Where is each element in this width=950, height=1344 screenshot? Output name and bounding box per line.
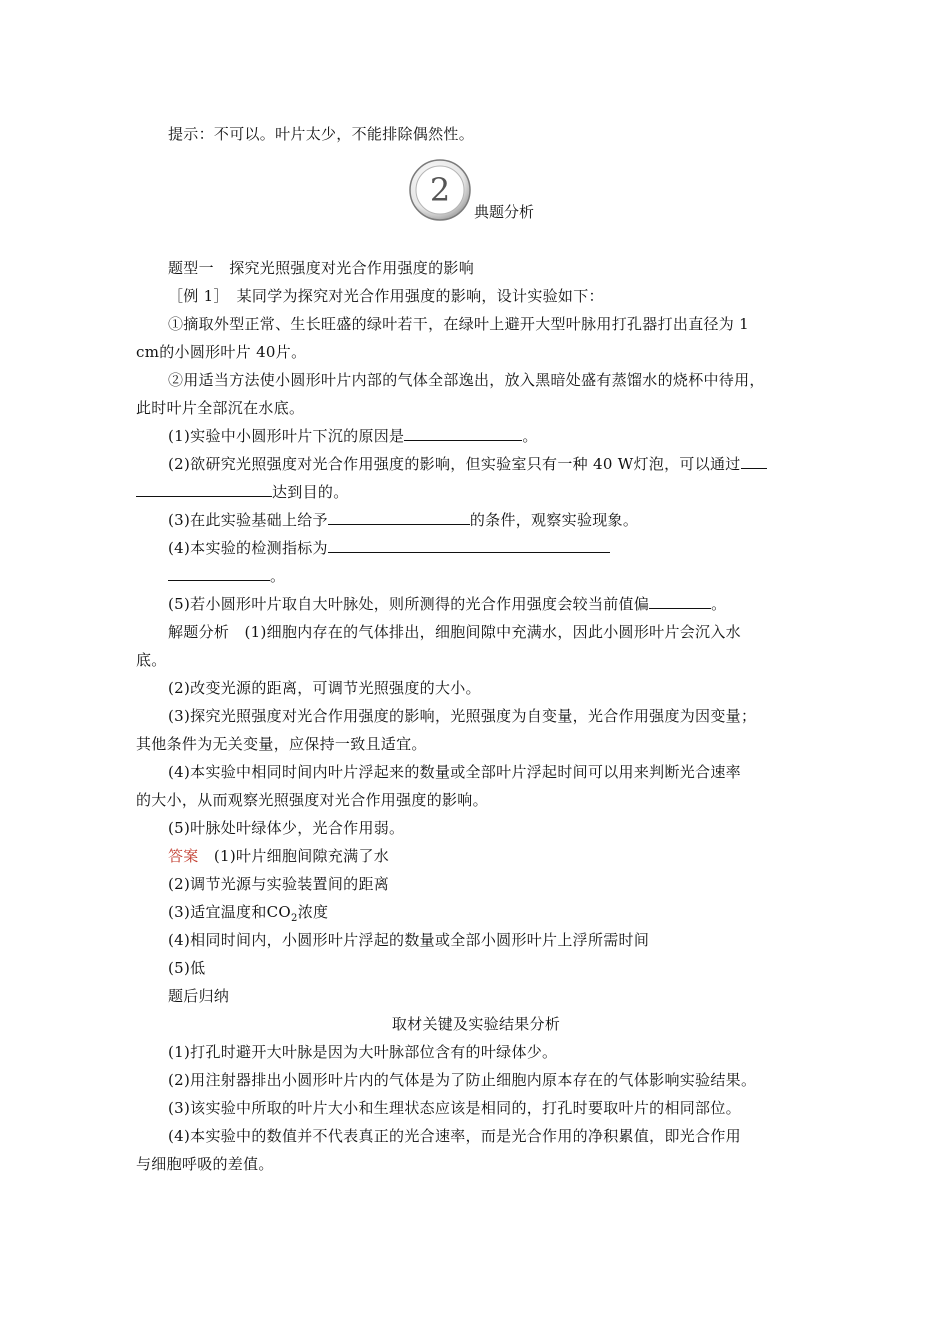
analysis-1-line1: 解题分析 (1)细胞内存在的气体排出，细胞间隙中充满水，因此小圆形叶片会沉入水 [168,623,741,641]
type-title: 题型一 探究光照强度对光合作用强度的影响 [168,259,475,277]
analysis-1-line2: 底。 [136,651,167,669]
question-2-cont: 达到目的。 [136,482,816,502]
analysis-3-line1: (3)探究光照强度对光合作用强度的影响，光照强度为自变量，光合作用强度为因变量； [168,707,757,725]
analysis-5: (5)叶脉处叶绿体少，光合作用弱。 [168,819,405,837]
answer-4: (4)相同时间内，小圆形叶片浮起的数量或全部小圆形叶片上浮所需时间 [168,931,650,949]
example-intro: ［例 1］ 某同学为探究对光合作用强度的影响，设计实验如下： [168,287,604,305]
answer-3: (3)适宜温度和$CO_2$浓度 [168,903,329,924]
step1-line1: ①摘取外型正常、生长旺盛的绿叶若干，在绿叶上避开大型叶脉用打孔器打出直径为 1 [168,315,750,333]
summary-1: (1)打孔时避开大叶脉是因为大叶脉部位含有的叶绿体少。 [168,1043,558,1061]
section-number-badge-icon [408,158,472,222]
hint-text: 提示：不可以。叶片太少，不能排除偶然性。 [168,125,475,143]
summary-2: (2)用注射器排出小圆形叶片内的气体是为了防止细胞内原本存在的气体影响实验结果。 [168,1071,757,1089]
analysis-2: (2)改变光源的距离，可调节光照强度的大小。 [168,679,481,697]
answer-1: 答案 (1)叶片细胞间隙充满了水 [168,847,390,865]
answer-blank [328,510,470,525]
answer-blank [328,538,610,553]
summary-heading: 题后归纳 [168,987,230,1005]
analysis-4-line2: 的大小，从而观察光照强度对光合作用强度的影响。 [136,791,488,809]
answer-blank [168,566,270,581]
section-number: 2 [429,171,451,209]
answer-blank [136,482,272,497]
summary-3: (3)该实验中所取的叶片大小和生理状态应该是相同的，打孔时要取叶片的相同部位。 [168,1099,741,1117]
answer-label: 答案 [168,847,199,865]
step2-line1: ②用适当方法使小圆形叶片内部的气体全部逸出，放入黑暗处盛有蒸馏水的烧杯中待用， [168,371,765,389]
answer-blank [741,454,767,469]
question-5: (5)若小圆形叶片取自大叶脉处，则所测得的光合作用强度会较当前值偏 。 [168,595,727,613]
summary-4-line2: 与细胞呼吸的差值。 [136,1155,274,1173]
step2-line2: 此时叶片全部沉在水底。 [136,399,305,417]
analysis-3-line2: 其他条件为无关变量，应保持一致且适宜。 [136,735,427,753]
section-label: 典题分析 [474,203,535,221]
question-1: (1)实验中小圆形叶片下沉的原因是 。 [168,427,538,445]
answer-5: (5)低 [168,959,206,977]
question-2: (2)欲研究光照强度对光合作用强度的影响，但实验室只有一种 40 W灯泡，可以通过 [168,454,816,474]
question-3: (3)在此实验基础上给予 的条件，观察实验现象。 [168,511,639,529]
answer-blank [649,594,711,609]
step1-line2: cm的小圆形叶片 40片。 [136,343,307,361]
answer-blank [404,426,522,441]
question-4: (4)本实验的检测指标为 [168,538,816,558]
answer-2: (2)调节光源与实验装置间的距离 [168,875,390,893]
summary-4-line1: (4)本实验中的数值并不代表真正的光合速率，而是光合作用的净积累值，即光合作用 [168,1127,741,1145]
analysis-4-line1: (4)本实验中相同时间内叶片浮起来的数量或全部叶片浮起时间可以用来判断光合速率 [168,763,741,781]
summary-title: 取材关键及实验结果分析 [391,1015,561,1033]
question-4-cont: 。 [168,566,816,586]
